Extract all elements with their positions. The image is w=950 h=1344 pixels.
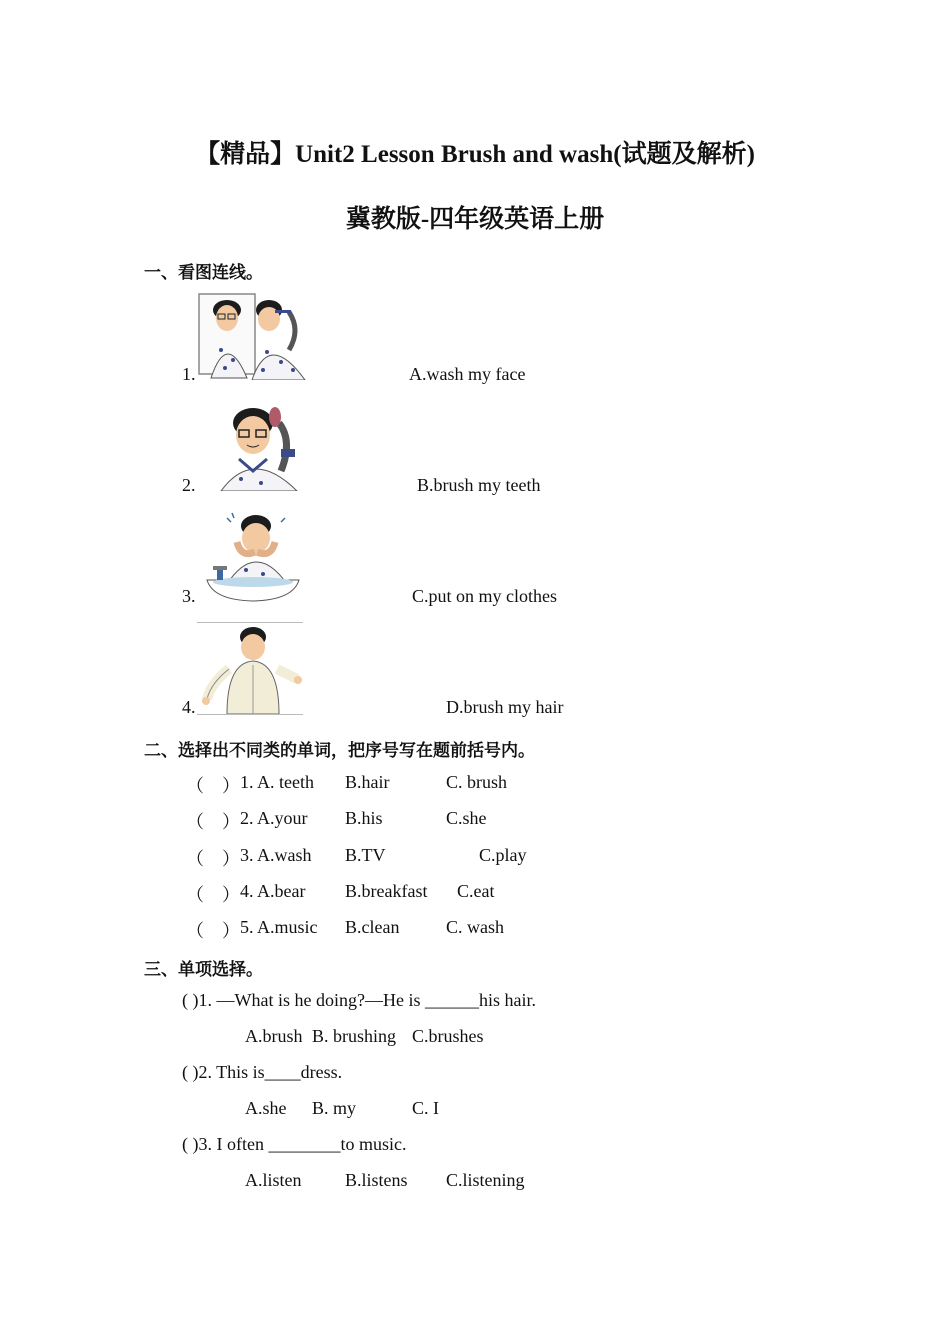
answer-bracket[interactable]: （ ） <box>186 885 240 905</box>
page-subtitle: 冀教版-四年级英语上册 <box>345 206 605 233</box>
question-stem: ( )3. I often ________to music. <box>182 1134 407 1154</box>
question-option-c: C.eat <box>457 881 495 901</box>
choice-b: B. brushing <box>312 1026 397 1046</box>
question-option-a: 1. A. teeth <box>240 772 314 792</box>
boy-brushing-teeth-icon <box>197 290 310 380</box>
choice-a: A.she <box>245 1098 287 1118</box>
match-option-d: D.brush my hair <box>446 697 564 717</box>
match-option-c: C.put on my clothes <box>412 586 557 606</box>
page-title: 【精品】Unit2 Lesson Brush and wash(试题及解析) <box>195 141 755 168</box>
section1-heading: 一、看图连线。 <box>144 263 263 282</box>
choice-c: C.brushes <box>412 1026 484 1046</box>
question-option-b: B.TV <box>345 845 386 865</box>
section2-heading: 二、选择出不同类的单词，把序号写在题前括号内。 <box>144 741 535 760</box>
question-option-b: B.hair <box>345 772 390 792</box>
boy-putting-on-clothes-icon <box>197 622 303 715</box>
choice-c: C.listening <box>446 1170 525 1190</box>
answer-bracket[interactable]: （ ） <box>186 849 240 869</box>
question-option-c: C. brush <box>446 772 508 792</box>
match-item-number: 3. <box>182 586 196 606</box>
match-item-number: 4. <box>182 697 196 717</box>
boy-washing-face-icon <box>201 512 303 603</box>
choice-c: C. I <box>412 1098 439 1118</box>
answer-bracket[interactable]: （ ） <box>186 921 240 941</box>
question-option-c: C.she <box>446 808 487 828</box>
question-stem: ( )1. —What is he doing?—He is ______his hair. <box>182 990 536 1010</box>
question-option-c: C.play <box>479 845 527 865</box>
choice-b: B.listens <box>345 1170 408 1190</box>
question-stem: ( )2. This is____dress. <box>182 1062 343 1082</box>
choice-b: B. my <box>312 1098 357 1118</box>
question-option-b: B.breakfast <box>345 881 428 901</box>
question-option-b: B.his <box>345 808 383 828</box>
match-item-number: 2. <box>182 475 196 495</box>
question-option-c: C. wash <box>446 917 504 937</box>
section3-heading: 三、单项选择。 <box>144 960 263 979</box>
question-option-a: 5. A.music <box>240 917 318 937</box>
match-option-a: A.wash my face <box>409 364 526 384</box>
question-option-a: 3. A.wash <box>240 845 312 865</box>
choice-a: A.listen <box>245 1170 302 1190</box>
match-item-number: 1. <box>182 364 196 384</box>
choice-a: A.brush <box>245 1026 303 1046</box>
match-option-b: B.brush my teeth <box>417 475 541 495</box>
answer-bracket[interactable]: （ ） <box>186 776 240 796</box>
question-option-a: 4. A.bear <box>240 881 306 901</box>
answer-bracket[interactable]: （ ） <box>186 812 240 832</box>
boy-brushing-hair-icon <box>201 401 320 491</box>
question-option-a: 2. A.your <box>240 808 308 828</box>
question-option-b: B.clean <box>345 917 400 937</box>
